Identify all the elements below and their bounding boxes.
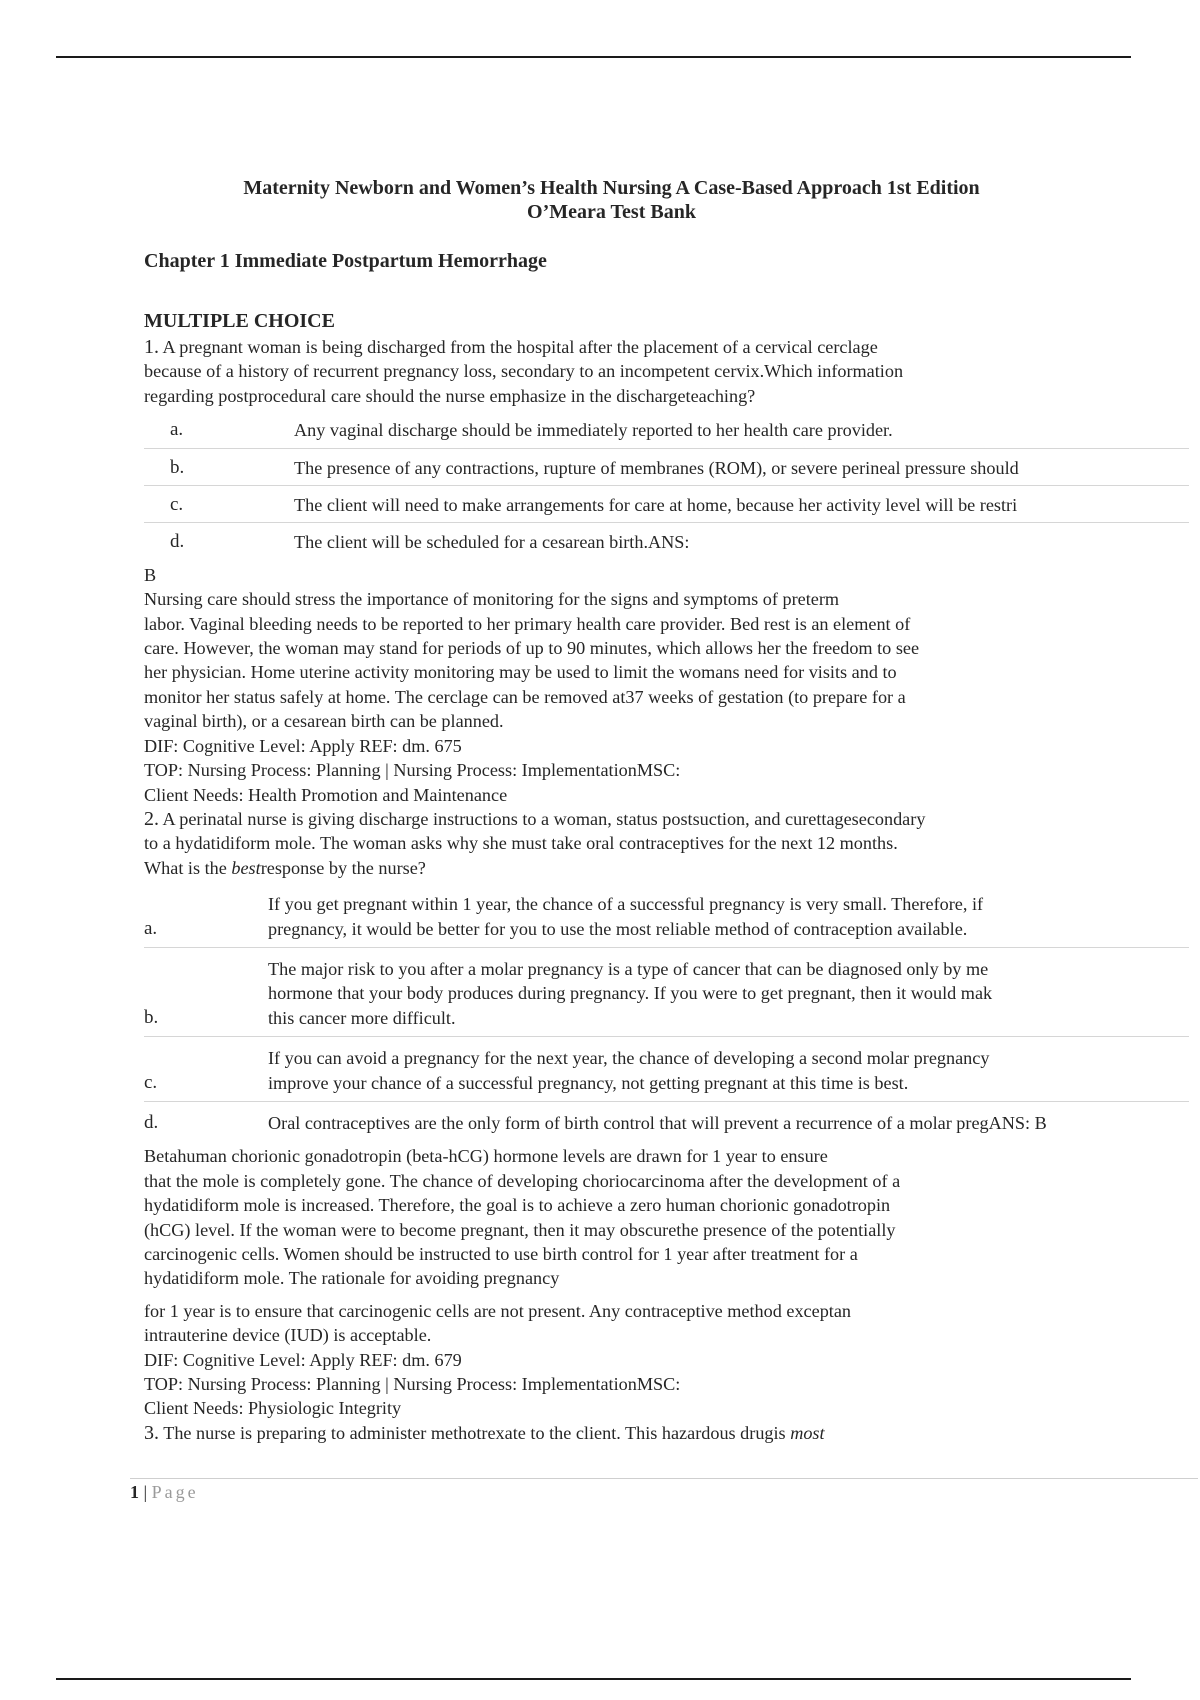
answer-letter: B: [144, 564, 157, 585]
rationale-line: carcinogenic cells. Women should be instructed to use birth control for 1 year after treatment for a: [144, 1244, 858, 1264]
option-row: [144, 523, 1189, 560]
rationale-line: Nursing care should stress the importance of monitoring for the signs and symptoms of preterm: [144, 589, 840, 610]
client-needs-line: Client Needs: Health Promotion and Maintenance: [144, 784, 508, 805]
difficulty-line: DIF: Cognitive Level: Apply REF: dm. 675: [144, 735, 462, 756]
client-needs-line: Client Needs: Physiologic Integrity: [144, 1398, 402, 1419]
option-row: [144, 411, 1189, 448]
question-1-options: [144, 411, 1189, 560]
option-letter: c.: [144, 486, 294, 523]
emphasis-best: best: [231, 857, 261, 878]
rationale-line: for 1 year is to ensure that carcinogenic cells are not present. Any contraceptive method exceptan: [144, 1300, 852, 1321]
section-title: MULTIPLE CHOICE: [144, 310, 335, 332]
question-2-options: [144, 883, 1189, 1141]
option-letter: b.: [144, 448, 294, 485]
option-text: Any vaginal discharge should be immediately reported to her health care provider.: [294, 411, 1189, 448]
question-number: 2.: [144, 807, 159, 830]
footer-separator: |: [143, 1482, 148, 1502]
bottom-rule: [56, 1678, 1131, 1680]
rationale-line: care. However, the woman may stand for periods of up to 90 minutes, which allows her the freedom to see: [144, 638, 920, 659]
question-2-stem-line-1: 2. A perinatal nurse is giving discharge instructions to a woman, status postsuction, and curettagesecondary: [144, 807, 926, 830]
topic-line: TOP: Nursing Process: Planning | Nursing Process: ImplementationMSC:: [144, 760, 681, 781]
title-line-1: Maternity Newborn and Women’s Health Nursing A Case-Based Approach 1st Edition: [243, 177, 980, 199]
option-text: If you can avoid a pregnancy for the next year, the chance of developing a second molar pregnancy improve your chance of a successful pregnancy, not getting pregnant at this time is best.: [268, 1037, 1189, 1102]
page-footer: [130, 1478, 1198, 1503]
rationale-line: vaginal birth), or a cesarean birth can be planned.: [144, 711, 504, 732]
option-row: [144, 883, 1189, 947]
option-text: The major risk to you after a molar pregnancy is a type of cancer that can be diagnosed only by me hormone that your body produces during pregnancy. If you were to get pregnant, then it would mak this cancer more difficult.: [268, 947, 1189, 1036]
difficulty-line: DIF: Cognitive Level: Apply REF: dm. 679: [144, 1349, 462, 1370]
option-row: [144, 486, 1189, 523]
page-label: Page: [151, 1482, 199, 1502]
option-letter: d.: [170, 531, 185, 553]
option-row: [144, 448, 1189, 485]
rationale-line: monitor her status safely at home. The cerclage can be removed at37 weeks of gestation (to prepare for a: [144, 686, 906, 707]
question-1-stem-line-3: regarding postprocedural care should the nurse emphasize in the dischargeteaching?: [144, 385, 756, 406]
rationale-line: hydatidiform mole is increased. Therefore, the goal is to achieve a zero human chorionic gonadotropin: [144, 1195, 891, 1216]
option-text: Oral contraceptives are the only form of birth control that will prevent a recurrence of a molar pregANS: B: [268, 1112, 1047, 1133]
option-text: The client will be scheduled for a cesarean birth.ANS:: [294, 532, 690, 553]
rationale-line: that the mole is completely gone. The chance of developing choriocarcinoma after the development of a: [144, 1170, 901, 1191]
question-3-stem-line-1: 3. The nurse is preparing to administer methotrexate to the client. This hazardous drugis most: [144, 1421, 825, 1444]
document-content: [144, 309, 1189, 1445]
option-row: [144, 1101, 1189, 1141]
top-rule: [56, 56, 1131, 58]
option-row: [144, 1037, 1189, 1102]
question-3: [144, 1421, 1189, 1445]
option-row: [144, 947, 1189, 1036]
rationale-line: hydatidiform mole. The rationale for avoiding pregnancy: [144, 1268, 560, 1289]
rationale-line: labor. Vaginal bleeding needs to be reported to her primary health care provider. Bed rest is an element of: [144, 613, 911, 634]
emphasis-most: most: [790, 1422, 825, 1443]
option-letter: b.: [144, 947, 268, 1036]
rationale-line: (hCG) level. If the woman were to become pregnant, then it may obscurethe presence of the potentially: [144, 1219, 896, 1240]
question-1-stem-line-2: because of a history of recurrent pregnancy loss, secondary to an incompetent cervix.Which information: [144, 361, 904, 382]
option-text: If you get pregnant within 1 year, the chance of a successful pregnancy is very small. Therefore, if pregnancy, it would be better for you to use the most reliable method of contraception available.: [268, 883, 1189, 947]
rationale-line: Betahuman chorionic gonadotropin (beta-hCG) hormone levels are drawn for 1 year to ensure: [144, 1146, 828, 1167]
question-2-stem-line-2: to a hydatidiform mole. The woman asks why she must take oral contraceptives for the next 12 months.: [144, 833, 898, 854]
question-1: [144, 335, 1189, 807]
page-number: 1: [130, 1482, 139, 1502]
question-number: 3.: [144, 1421, 159, 1444]
paragraph-gap: [144, 1291, 1189, 1299]
rationale-line: intrauterine device (IUD) is acceptable.: [144, 1325, 432, 1346]
option-letter: d.: [144, 1111, 159, 1133]
rationale-line: her physician. Home uterine activity monitoring may be used to limit the womans need for visits and to: [144, 662, 897, 683]
option-letter: c.: [144, 1037, 268, 1102]
question-1-stem-line-1: 1. A pregnant woman is being discharged from the hospital after the placement of a cervical cerclage: [144, 336, 878, 358]
question-2-stem-line-3: What is the bestresponse by the nurse?: [144, 857, 426, 878]
option-letter: a.: [144, 883, 268, 947]
chapter-heading: Chapter 1 Immediate Postpartum Hemorrhage: [144, 250, 547, 272]
document-title: [144, 176, 1079, 224]
option-letter: a.: [144, 411, 294, 448]
question-2: [144, 807, 1189, 1421]
option-text: The presence of any contractions, rupture of membranes (ROM), or severe perineal pressure should: [294, 448, 1189, 485]
question-number: 1.: [144, 336, 159, 358]
topic-line: TOP: Nursing Process: Planning | Nursing Process: ImplementationMSC:: [144, 1374, 681, 1395]
option-text: The client will need to make arrangements for care at home, because her activity level will be restri: [294, 486, 1189, 523]
title-line-2: O’Meara Test Bank: [527, 201, 696, 223]
